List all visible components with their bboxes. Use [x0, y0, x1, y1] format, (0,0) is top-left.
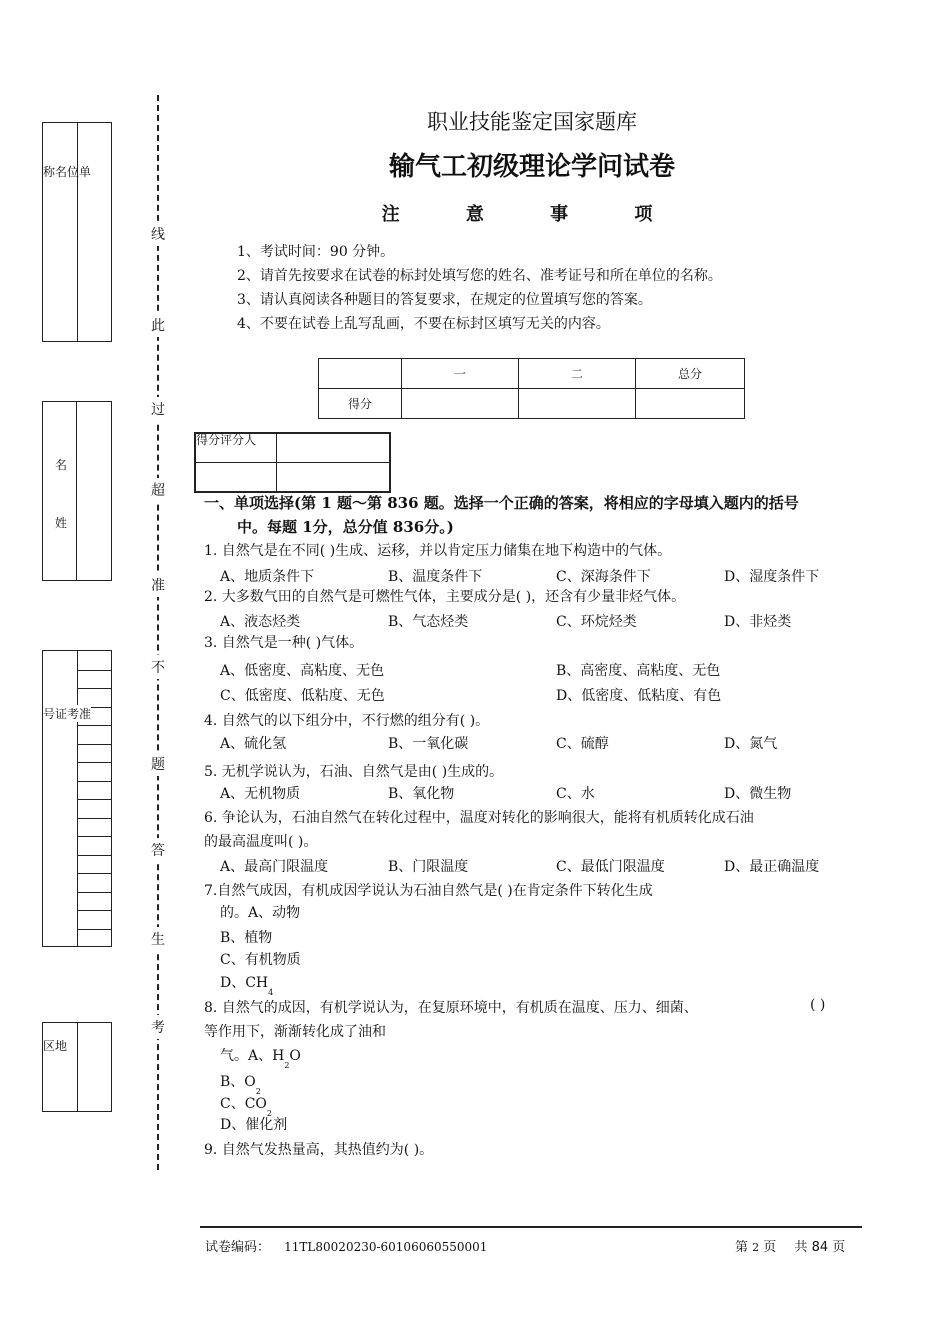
q7-option-d-text: D、CH [220, 975, 269, 991]
note-4: 4、不要在试卷上乱写乱画，不要在标封区填写无关的内容。 [237, 316, 610, 332]
exam-id-cell-divider [77, 670, 111, 671]
exam-id-cell-divider [77, 688, 111, 689]
q2-option-a: A、液态烃类 [220, 614, 301, 630]
score-header-blank [319, 359, 402, 389]
exam-id-cell-divider [77, 836, 111, 837]
exam-id-cell-divider [77, 910, 111, 911]
question-4: 4. 自然气的以下组分中，不行燃的组分有( )。 [204, 713, 490, 729]
region-label: 区地 [43, 1039, 68, 1053]
grader-label: 得分评分人 [196, 433, 257, 447]
footer-total-no: 84 [811, 1240, 829, 1255]
exam-id-label: 号证考准 [43, 707, 92, 721]
q5-option-c: C、水 [556, 786, 595, 802]
footer-total-suffix: 页 [832, 1240, 846, 1255]
question-8: 8. 自然气的成因，有机学说认为，在复原环境中，有机质在温度、压力、细菌、 [204, 1000, 698, 1016]
score-header-1: 一 [402, 359, 519, 389]
question-2: 2. 大多数气田的自然气是可燃性气体，主要成分是( )，还含有少量非烃气体。 [204, 589, 686, 605]
footer-page-no: 2 [752, 1241, 760, 1254]
q6-option-a: A、最高门限温度 [220, 859, 329, 875]
q7-option-d [220, 972, 273, 997]
q6-option-b: B、门限温度 [388, 859, 469, 875]
question-8-paren: ( ) [810, 997, 826, 1013]
q3-option-a: A、低密度、高粘度、无色 [220, 663, 385, 679]
footer-code-label: 试卷编码： [205, 1240, 271, 1255]
note-3: 3、请认真阅读各种题目的答复要求，在规定的位置填写您的答案。 [237, 292, 652, 308]
exam-id-cell-divider [77, 892, 111, 893]
footer-code-value: 11TL80020230-60106060550001 [284, 1240, 488, 1254]
seal-char: 答 [151, 838, 165, 862]
note-1: 1、考试时间：90 分钟。 [237, 244, 395, 260]
unit-label: 称名位单 [43, 165, 92, 179]
question-7-cont: 的。A、动物 [220, 905, 301, 921]
q8-option-b-sub: 2 [255, 1087, 261, 1096]
q5-option-b: B、氧化物 [388, 786, 455, 802]
q7-option-b: B、植物 [220, 930, 273, 946]
score-header-2: 二 [519, 359, 636, 389]
question-7: 7.自然气成因，有机成因学说认为石油自然气是( )在肯定条件下转化生成 [204, 883, 653, 899]
notice-title: 注 意 事 项 [381, 204, 683, 225]
q8-cont2-sub: 2 [284, 1061, 290, 1070]
seal-char: 过 [151, 397, 165, 421]
exam-id-cell-divider [77, 855, 111, 856]
page-title: 输气工初级理论学问试卷 [388, 152, 675, 182]
q6-option-d: D、最正确温度 [724, 859, 820, 875]
question-3: 3. 自然气是一种( )气体。 [204, 635, 364, 651]
seal-char: 超 [151, 478, 165, 502]
exam-id-cell-divider [77, 781, 111, 782]
question-1: 1. 自然气是在不同( )生成、运移，并以肯定压力储集在地下构造中的气体。 [204, 543, 672, 559]
footer-total-prefix: 共 [794, 1240, 808, 1255]
exam-id-box [42, 650, 112, 947]
region-box [42, 1022, 112, 1112]
exam-id-cell-divider [77, 929, 111, 930]
q5-option-a: A、无机物质 [220, 786, 301, 802]
note-2: 2、请首先按要求在试卷的标封处填写您的姓名、准考证号和所在单位的名称。 [237, 268, 722, 284]
seal-char: 题 [151, 752, 165, 776]
q8-option-d: D、催化剂 [220, 1117, 288, 1133]
footer-page [735, 1236, 845, 1255]
footer-page-mid: 页 [763, 1240, 777, 1255]
q5-option-d: D、微生物 [724, 786, 792, 802]
q8-cont2-text: 气。A、H [220, 1048, 285, 1064]
question-9: 9. 自然气发热量高，其热值约为( )。 [204, 1142, 434, 1158]
q3-option-d: D、低密度、低粘度、有色 [556, 688, 722, 704]
q3-option-b: B、高密度、高粘度、无色 [556, 663, 721, 679]
question-6: 6. 争论认为，石油自然气在转化过程中，温度对转化的影响很大，能将有机质转化成石油 [204, 810, 754, 826]
score-cell-2[interactable] [519, 389, 636, 419]
exam-id-cell-divider [77, 744, 111, 745]
name-label-bottom: 姓 [55, 516, 68, 530]
exam-id-cell-divider [77, 725, 111, 726]
score-header-total: 总分 [636, 359, 745, 389]
q1-option-b: B、温度条件下 [388, 569, 483, 585]
footer-code [205, 1236, 487, 1255]
q6-option-c: C、最低门限温度 [556, 859, 665, 875]
section-heading-2: 中。每题 1分，总分值 836分。) [237, 518, 454, 536]
exam-id-cell-divider [77, 818, 111, 819]
name-box [42, 401, 112, 581]
q2-option-b: B、气态烃类 [388, 614, 469, 630]
score-cell-1[interactable] [402, 389, 519, 419]
q2-option-d: D、非烃类 [724, 614, 792, 630]
q4-option-a: A、硫化氢 [220, 736, 287, 752]
seal-char: 此 [151, 313, 165, 337]
name-label-top: 名 [55, 458, 68, 472]
q8-cont2-tail: O [289, 1048, 301, 1064]
q1-option-d: D、湿度条件下 [724, 569, 820, 585]
question-5: 5. 无机学说认为，石油、自然气是由( )生成的。 [204, 764, 504, 780]
section-heading: 一、单项选择(第 1 题～第 836 题。选择一个正确的答案，将相应的字母填入题内的括号 [204, 494, 799, 512]
grader-table [194, 432, 391, 493]
q3-option-c: C、低密度、低粘度、无色 [220, 688, 385, 704]
seal-char: 线 [151, 222, 165, 246]
footer-page-prefix: 第 [735, 1240, 749, 1255]
seal-dashed-line [157, 95, 159, 1170]
exam-id-cells [77, 651, 111, 946]
score-cell-total[interactable] [636, 389, 745, 419]
q7-option-d-sub: 4 [268, 988, 274, 997]
q2-option-c: C、环烷烃类 [556, 614, 637, 630]
q4-option-b: B、一氧化碳 [388, 736, 469, 752]
exam-id-cell-divider [77, 799, 111, 800]
question-6-cont: 的最高温度叫( )。 [204, 834, 318, 850]
seal-char: 生 [151, 927, 165, 951]
org-title: 职业技能鉴定国家题库 [427, 110, 637, 134]
footer-rule [200, 1226, 862, 1228]
exam-id-cell-divider [77, 762, 111, 763]
q4-option-d: D、氮气 [724, 736, 778, 752]
seal-char: 准 [151, 573, 165, 597]
seal-char: 不 [151, 655, 165, 679]
q1-option-c: C、深海条件下 [556, 569, 651, 585]
exam-id-cell-divider [77, 873, 111, 874]
question-8-cont: 等作用下，渐渐转化成了油和 [204, 1024, 386, 1040]
q8-option-c-sub: 2 [266, 1109, 272, 1118]
q8-option-b-text: B、O [220, 1074, 256, 1090]
score-row-label: 得分 [319, 389, 402, 419]
q7-option-c: C、有机物质 [220, 952, 301, 968]
score-table [318, 358, 745, 419]
q8-option-c-text: C、CO [220, 1096, 267, 1112]
q1-option-a: A、地质条件下 [220, 569, 315, 585]
seal-char: 考 [151, 1015, 165, 1039]
q4-option-c: C、硫醇 [556, 736, 609, 752]
question-8-cont2 [220, 1045, 301, 1070]
